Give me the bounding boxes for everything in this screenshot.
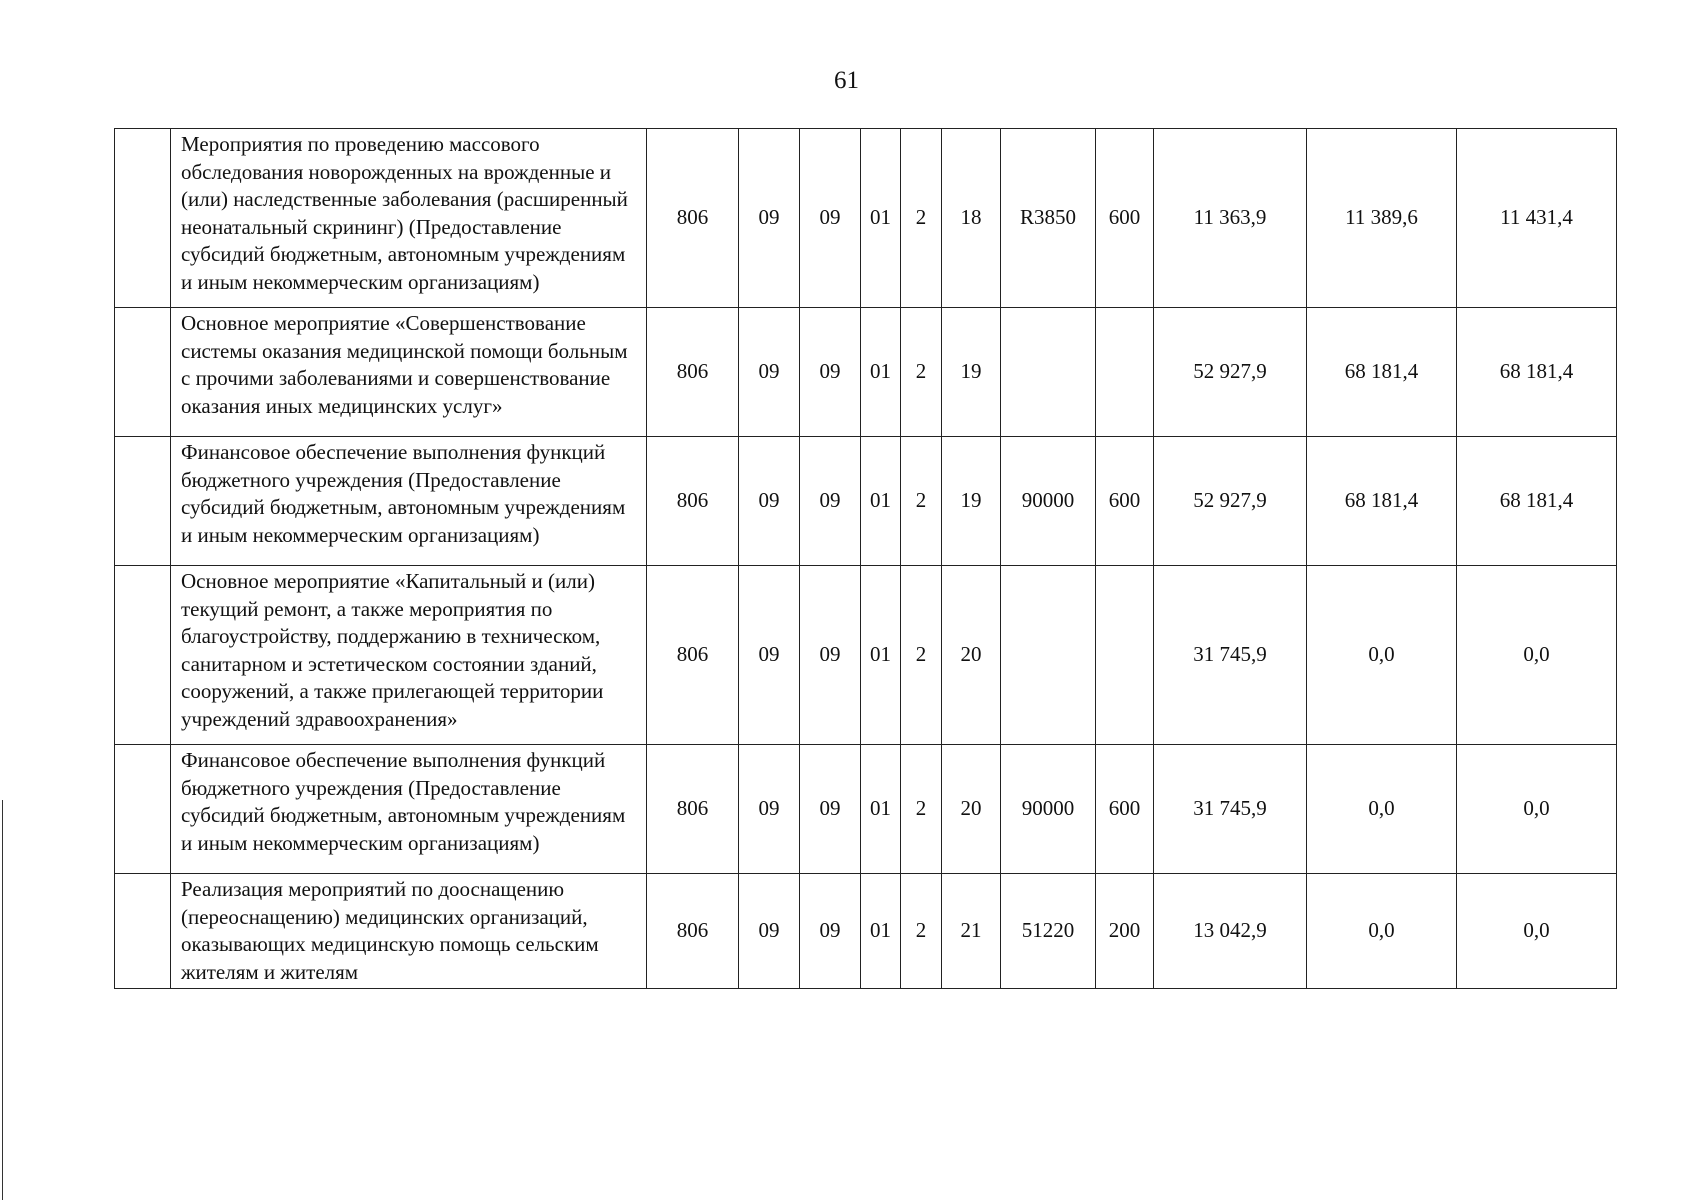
row-description: Реализация мероприятий по дооснащению (переоснащению) медицинских организаций, оказывающих медицинскую помощь сельским жителям и жителям xyxy=(171,874,647,989)
row-number-cell xyxy=(115,874,171,989)
program-code: 01 xyxy=(861,308,901,437)
program-code: 01 xyxy=(861,874,901,989)
amount-year-1: 52 927,9 xyxy=(1154,437,1307,566)
amount-year-1: 11 363,9 xyxy=(1154,129,1307,308)
amount-year-3: 68 181,4 xyxy=(1457,437,1617,566)
expense-type-code: 600 xyxy=(1096,129,1154,308)
amount-year-3: 11 431,4 xyxy=(1457,129,1617,308)
row-description: Финансовое обеспечение выполнения функций бюджетного учреждения (Предоставление субсидий бюджетным, автономным учреждениям и иным некоммерческим организациям) xyxy=(171,745,647,874)
section-code: 09 xyxy=(739,437,800,566)
table-row xyxy=(115,437,1617,566)
section-code: 09 xyxy=(739,745,800,874)
amount-year-2: 11 389,6 xyxy=(1307,129,1457,308)
expense-type-code: 600 xyxy=(1096,437,1154,566)
subprogram-code: 2 xyxy=(901,874,942,989)
table-row xyxy=(115,308,1617,437)
row-description: Основное мероприятие «Совершенствование системы оказания медицинской помощи больным с прочими заболеваниями и совершенствование оказания иных медицинских услуг» xyxy=(171,308,647,437)
amount-year-2: 0,0 xyxy=(1307,745,1457,874)
direction-code: 90000 xyxy=(1001,745,1096,874)
direction-code: R3850 xyxy=(1001,129,1096,308)
gov-code: 806 xyxy=(647,566,739,745)
gov-code: 806 xyxy=(647,437,739,566)
budget-table-body xyxy=(115,129,1617,989)
row-number-cell xyxy=(115,566,171,745)
subsection-code: 09 xyxy=(800,129,861,308)
gov-code: 806 xyxy=(647,129,739,308)
expense-type-code: 600 xyxy=(1096,745,1154,874)
scan-binding-line xyxy=(2,800,3,1200)
subprogram-code: 2 xyxy=(901,129,942,308)
direction-code xyxy=(1001,308,1096,437)
amount-year-3: 68 181,4 xyxy=(1457,308,1617,437)
event-code: 19 xyxy=(942,437,1001,566)
section-code: 09 xyxy=(739,874,800,989)
direction-code xyxy=(1001,566,1096,745)
expense-type-code: 200 xyxy=(1096,874,1154,989)
gov-code: 806 xyxy=(647,874,739,989)
amount-year-2: 0,0 xyxy=(1307,566,1457,745)
row-number-cell xyxy=(115,745,171,874)
row-number-cell xyxy=(115,437,171,566)
amount-year-1: 52 927,9 xyxy=(1154,308,1307,437)
subsection-code: 09 xyxy=(800,745,861,874)
amount-year-3: 0,0 xyxy=(1457,745,1617,874)
amount-year-2: 68 181,4 xyxy=(1307,308,1457,437)
expense-type-code xyxy=(1096,308,1154,437)
subprogram-code: 2 xyxy=(901,566,942,745)
section-code: 09 xyxy=(739,566,800,745)
subsection-code: 09 xyxy=(800,874,861,989)
event-code: 20 xyxy=(942,745,1001,874)
amount-year-3: 0,0 xyxy=(1457,566,1617,745)
table-row xyxy=(115,745,1617,874)
amount-year-3: 0,0 xyxy=(1457,874,1617,989)
row-number-cell xyxy=(115,129,171,308)
section-code: 09 xyxy=(739,129,800,308)
gov-code: 806 xyxy=(647,745,739,874)
subsection-code: 09 xyxy=(800,308,861,437)
program-code: 01 xyxy=(861,745,901,874)
subprogram-code: 2 xyxy=(901,437,942,566)
subprogram-code: 2 xyxy=(901,745,942,874)
section-code: 09 xyxy=(739,308,800,437)
page-number: 61 xyxy=(834,67,859,94)
table-row xyxy=(115,874,1617,989)
direction-code: 90000 xyxy=(1001,437,1096,566)
row-description: Основное мероприятие «Капитальный и (или) текущий ремонт, а также мероприятия по благоустройству, поддержанию в техническом, санитарном и эстетическом состоянии зданий, сооружений, а также прилегающей территории учреждений здравоохранения» xyxy=(171,566,647,745)
subsection-code: 09 xyxy=(800,566,861,745)
gov-code: 806 xyxy=(647,308,739,437)
row-description: Финансовое обеспечение выполнения функций бюджетного учреждения (Предоставление субсидий бюджетным, автономным учреждениям и иным некоммерческим организациям) xyxy=(171,437,647,566)
amount-year-2: 68 181,4 xyxy=(1307,437,1457,566)
budget-table xyxy=(114,128,1617,989)
expense-type-code xyxy=(1096,566,1154,745)
table-row xyxy=(115,129,1617,308)
direction-code: 51220 xyxy=(1001,874,1096,989)
row-number-cell xyxy=(115,308,171,437)
subsection-code: 09 xyxy=(800,437,861,566)
amount-year-2: 0,0 xyxy=(1307,874,1457,989)
program-code: 01 xyxy=(861,566,901,745)
event-code: 19 xyxy=(942,308,1001,437)
subprogram-code: 2 xyxy=(901,308,942,437)
program-code: 01 xyxy=(861,437,901,566)
amount-year-1: 31 745,9 xyxy=(1154,745,1307,874)
event-code: 21 xyxy=(942,874,1001,989)
event-code: 20 xyxy=(942,566,1001,745)
amount-year-1: 13 042,9 xyxy=(1154,874,1307,989)
program-code: 01 xyxy=(861,129,901,308)
amount-year-1: 31 745,9 xyxy=(1154,566,1307,745)
table-row xyxy=(115,566,1617,745)
row-description: Мероприятия по проведению массового обследования новорожденных на врожденные и (или) наследственные заболевания (расширенный неонатальный скрининг) (Предоставление субсидий бюджетным, автономным учреждениям и иным некоммерческим организациям) xyxy=(171,129,647,308)
event-code: 18 xyxy=(942,129,1001,308)
